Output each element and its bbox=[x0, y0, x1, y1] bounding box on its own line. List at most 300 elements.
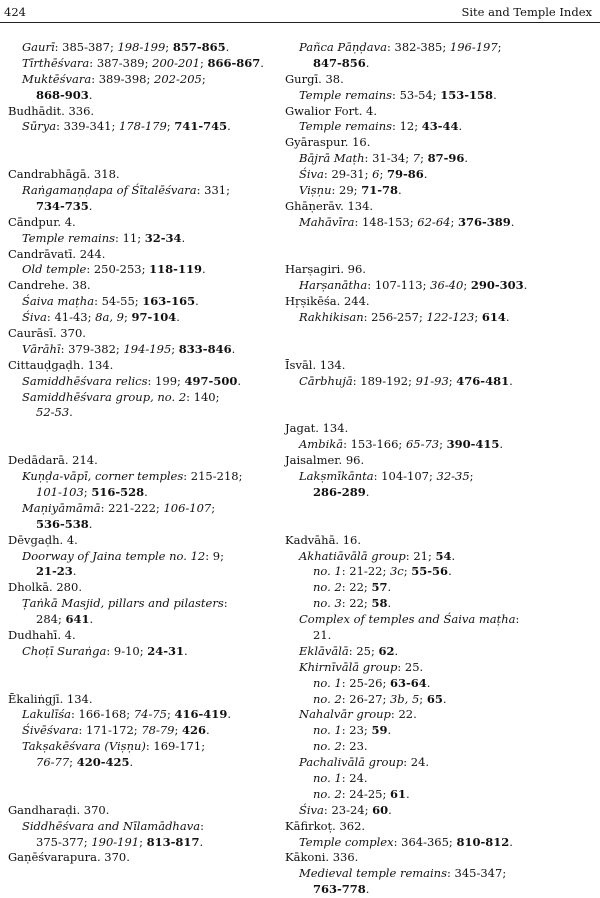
italic-text: Sūrya bbox=[22, 119, 57, 134]
italic-text: 106-107 bbox=[163, 500, 212, 515]
index-text: Dudhahī. 4. bbox=[8, 627, 76, 642]
index-subentry bbox=[8, 40, 278, 56]
index-text: . bbox=[181, 230, 186, 245]
index-text: : 22; bbox=[341, 596, 372, 611]
index-column-left bbox=[8, 40, 278, 866]
index-text: ; bbox=[419, 691, 427, 706]
index-subentry bbox=[285, 612, 595, 628]
index-subentry bbox=[285, 628, 595, 644]
plate-reference: 614 bbox=[481, 310, 506, 325]
italic-text: 6 bbox=[372, 167, 380, 182]
blank-line bbox=[8, 676, 278, 692]
italic-text: Complex of temples and Śaiva maṭha bbox=[299, 612, 516, 627]
italic-text: Choṭī Suraṅga bbox=[22, 643, 107, 658]
index-subentry bbox=[8, 199, 278, 215]
plate-reference: 65 bbox=[426, 691, 443, 706]
index-text: . bbox=[144, 484, 148, 499]
italic-text: Samiddhēśvara relics bbox=[22, 373, 148, 388]
plate-reference: 868-903 bbox=[36, 87, 89, 102]
index-subentry bbox=[8, 469, 278, 485]
index-subentry bbox=[285, 676, 595, 692]
plate-reference: 810-812 bbox=[456, 834, 510, 849]
index-text: . bbox=[72, 564, 77, 579]
index-text: . bbox=[89, 612, 94, 627]
index-text: Gandharaḍi. 370. bbox=[8, 802, 110, 817]
plate-reference: 24-31 bbox=[147, 643, 185, 658]
index-subentry bbox=[8, 707, 278, 723]
index-text: : 199; bbox=[147, 373, 185, 388]
index-text: : 345-347; bbox=[447, 866, 507, 881]
italic-text: Rakhikisan bbox=[299, 310, 364, 325]
index-subentry bbox=[8, 342, 278, 358]
index-text: . bbox=[365, 484, 370, 499]
blank-line bbox=[8, 421, 278, 437]
italic-text: Old temple bbox=[22, 262, 87, 277]
index-subentry bbox=[8, 119, 278, 135]
italic-text: Khirnīvālā group bbox=[299, 659, 398, 674]
index-text: Dedādarā. 214. bbox=[8, 453, 98, 468]
index-text: ; bbox=[469, 469, 474, 484]
plate-reference: 21-23 bbox=[36, 564, 73, 579]
plate-reference: 87-96 bbox=[427, 151, 465, 166]
index-heading bbox=[285, 533, 595, 549]
page-header bbox=[4, 5, 592, 21]
index-text: . bbox=[195, 294, 199, 309]
plate-reference: 390-415 bbox=[446, 437, 500, 452]
index-text: . bbox=[499, 437, 504, 452]
index-text: : bbox=[223, 596, 228, 611]
index-subentry bbox=[285, 310, 595, 326]
index-text: Ghāṇerāv. 134. bbox=[285, 198, 374, 213]
index-subentry bbox=[8, 755, 278, 771]
index-text: Kāfirkoṭ. 362. bbox=[285, 818, 366, 833]
italic-text: Pañca Pāṇḍava bbox=[299, 40, 388, 54]
index-text: : 9-10; bbox=[106, 643, 148, 658]
index-text: ; bbox=[463, 278, 471, 293]
italic-text: Lakṣmīkānta bbox=[299, 469, 374, 484]
index-text: . bbox=[406, 786, 410, 801]
index-heading bbox=[8, 850, 278, 866]
index-text: ; bbox=[83, 484, 92, 499]
plate-reference: 32-34 bbox=[144, 230, 182, 245]
index-text: . bbox=[129, 755, 134, 770]
index-subentry bbox=[8, 501, 278, 517]
index-heading bbox=[8, 628, 278, 644]
index-subentry bbox=[285, 88, 595, 104]
italic-text: 202-205 bbox=[154, 71, 202, 86]
italic-text: 36-40 bbox=[430, 278, 464, 293]
index-heading bbox=[285, 850, 595, 866]
index-subentry bbox=[285, 549, 595, 565]
index-heading bbox=[285, 199, 595, 215]
index-text: : 9; bbox=[205, 548, 224, 563]
italic-text: Śiva bbox=[299, 802, 324, 817]
index-text: . bbox=[505, 310, 510, 325]
blank-line bbox=[8, 660, 278, 676]
plate-reference: 163-165 bbox=[142, 294, 196, 309]
italic-text: Eklāvālā bbox=[299, 643, 349, 658]
index-subentry bbox=[285, 119, 595, 135]
index-subentry bbox=[285, 469, 595, 485]
italic-text: no. 2 bbox=[313, 786, 342, 801]
italic-text: Maṇiyāmāmā bbox=[22, 500, 101, 515]
index-text: 21. bbox=[313, 627, 332, 642]
index-text: Jaisalmer. 96. bbox=[285, 453, 365, 468]
index-text: : 22; bbox=[341, 580, 372, 595]
italic-text: Temple remains bbox=[299, 87, 393, 102]
index-text: Budhādit. 336. bbox=[8, 103, 95, 118]
index-text: : 25. bbox=[397, 659, 424, 674]
italic-text: 190-191 bbox=[91, 834, 140, 849]
index-text: . bbox=[387, 596, 392, 611]
index-heading bbox=[8, 580, 278, 596]
index-text: . bbox=[227, 707, 231, 722]
index-subentry bbox=[285, 866, 595, 882]
index-text: . bbox=[493, 87, 497, 102]
index-heading bbox=[285, 453, 595, 469]
index-text: . bbox=[225, 40, 230, 54]
index-text: : 41-43; bbox=[46, 310, 96, 325]
index-text: . bbox=[442, 691, 447, 706]
index-text: Jagat. 134. bbox=[285, 421, 349, 436]
blank-line bbox=[285, 342, 595, 358]
index-text: ; bbox=[166, 119, 175, 134]
blank-line bbox=[285, 326, 595, 342]
index-text: : 23; bbox=[341, 723, 372, 738]
plate-reference: 43-44 bbox=[421, 119, 459, 134]
index-subentry bbox=[285, 437, 595, 453]
index-text: : 364-365; bbox=[393, 834, 457, 849]
italic-text: Temple remains bbox=[22, 230, 116, 245]
index-subentry bbox=[285, 580, 595, 596]
italic-text: Tīrthēśvara bbox=[22, 55, 90, 70]
plate-reference: 536-538 bbox=[36, 516, 89, 531]
index-subentry bbox=[8, 405, 278, 421]
index-text: Candrehe. 38. bbox=[8, 278, 91, 293]
index-subentry bbox=[8, 517, 278, 533]
italic-text: Gaurī bbox=[22, 40, 55, 54]
italic-text: Mahāvīra bbox=[299, 214, 355, 229]
index-subentry bbox=[8, 390, 278, 406]
index-text: . bbox=[510, 214, 515, 229]
blank-line bbox=[285, 405, 595, 421]
italic-text: Ambikā bbox=[299, 437, 344, 452]
index-subentry bbox=[8, 88, 278, 104]
plate-reference: 497-500 bbox=[184, 373, 238, 388]
italic-text: 62-64 bbox=[417, 214, 451, 229]
index-text: : 331; bbox=[196, 183, 230, 198]
italic-text: Harṣanātha bbox=[299, 278, 368, 293]
italic-text: 198-199 bbox=[117, 40, 166, 54]
italic-text: 178-179 bbox=[119, 119, 167, 134]
italic-text: 32-35 bbox=[436, 469, 470, 484]
index-text: . bbox=[451, 548, 456, 563]
index-text: Cittauḍgaḍh. 134. bbox=[8, 357, 114, 372]
italic-text: 101-103 bbox=[36, 484, 84, 499]
italic-text: 200-201 bbox=[152, 55, 200, 70]
index-text: ; bbox=[379, 167, 387, 182]
italic-text: 196-197 bbox=[449, 40, 498, 54]
italic-text: 76-77 bbox=[36, 755, 70, 770]
index-heading bbox=[285, 294, 595, 310]
plate-reference: 55-56 bbox=[411, 564, 449, 579]
index-text: . bbox=[458, 119, 463, 134]
italic-text: 194-195 bbox=[123, 341, 172, 356]
plate-reference: 476-481 bbox=[456, 373, 510, 388]
index-column-right bbox=[285, 40, 595, 898]
index-heading bbox=[285, 104, 595, 120]
index-subentry bbox=[285, 151, 595, 167]
index-text: ; bbox=[403, 564, 412, 579]
index-text: : 29-31; bbox=[323, 167, 373, 182]
blank-line bbox=[285, 501, 595, 517]
plate-reference: 866-867 bbox=[207, 55, 261, 70]
index-subentry bbox=[8, 612, 278, 628]
index-text: ; bbox=[69, 755, 77, 770]
plate-reference: 58 bbox=[371, 596, 388, 611]
italic-text: no. 2 bbox=[313, 691, 342, 706]
index-text: : 385-387; bbox=[54, 40, 118, 54]
index-text: : 25-26; bbox=[341, 675, 390, 690]
index-subentry bbox=[285, 278, 595, 294]
index-text: . bbox=[394, 643, 399, 658]
plate-reference: 847-856 bbox=[313, 55, 366, 70]
italic-text: 8a, 9 bbox=[95, 310, 124, 325]
index-subentry bbox=[285, 835, 595, 851]
plate-reference: 54 bbox=[435, 548, 452, 563]
plate-reference: 833-846 bbox=[178, 341, 232, 356]
plate-reference: 60 bbox=[372, 802, 389, 817]
italic-text: 3b, 5 bbox=[389, 691, 420, 706]
plate-reference: 63-64 bbox=[389, 675, 427, 690]
index-heading bbox=[8, 358, 278, 374]
italic-text: Śivēśvara bbox=[22, 723, 79, 738]
index-heading bbox=[285, 72, 595, 88]
index-text: . bbox=[176, 310, 180, 325]
index-text: ; bbox=[450, 214, 458, 229]
index-text: : 24. bbox=[403, 755, 430, 770]
index-subentry bbox=[285, 660, 595, 676]
index-text: : 140; bbox=[186, 389, 220, 404]
index-text: : 339-341; bbox=[56, 119, 119, 134]
plate-reference: 118-119 bbox=[149, 262, 202, 277]
index-text: : 26-27; bbox=[341, 691, 390, 706]
italic-text: Samiddhēśvara group, no. 2 bbox=[22, 389, 187, 404]
index-subentry bbox=[285, 215, 595, 231]
italic-text: Śaiva maṭha bbox=[22, 294, 95, 309]
index-text: . bbox=[184, 643, 188, 658]
index-text: : 11; bbox=[115, 230, 145, 245]
index-subentry bbox=[285, 692, 595, 708]
index-text: 284; bbox=[36, 612, 66, 627]
index-text: Gyāraspur. 16. bbox=[285, 135, 371, 150]
index-text: : 250-253; bbox=[86, 262, 150, 277]
plate-reference: 763-778 bbox=[313, 882, 366, 897]
index-subentry bbox=[8, 485, 278, 501]
index-subentry bbox=[285, 564, 595, 580]
index-text: . bbox=[201, 262, 206, 277]
index-text: : 171-172; bbox=[78, 723, 142, 738]
italic-text: Śiva bbox=[299, 167, 324, 182]
index-text: . bbox=[464, 151, 469, 166]
index-text: : 54-55; bbox=[94, 294, 143, 309]
index-text: . bbox=[69, 405, 73, 420]
index-text: . bbox=[509, 373, 513, 388]
index-heading bbox=[8, 453, 278, 469]
index-text: ; bbox=[139, 834, 147, 849]
blank-line bbox=[285, 390, 595, 406]
index-text: : bbox=[515, 612, 520, 627]
italic-text: Siddhēśvara and Nīlamādhava bbox=[22, 818, 201, 833]
plate-reference: 641 bbox=[65, 612, 90, 627]
index-text: . bbox=[206, 723, 210, 738]
italic-text: Cārbhujā bbox=[299, 373, 353, 388]
index-subentry bbox=[8, 644, 278, 660]
index-subentry bbox=[285, 787, 595, 803]
plate-reference: 97-104 bbox=[131, 310, 177, 325]
index-text: Gurgī. 38. bbox=[285, 71, 344, 86]
italic-text: no. 2 bbox=[313, 739, 342, 754]
index-text: ; bbox=[474, 310, 482, 325]
page-number: 424 bbox=[4, 5, 26, 19]
index-text: : 148-153; bbox=[354, 214, 418, 229]
italic-text: Pachalivālā group bbox=[299, 755, 404, 770]
italic-text: Viṣṇu bbox=[299, 183, 332, 198]
index-text: . bbox=[387, 580, 392, 595]
index-text: : 221-222; bbox=[100, 500, 164, 515]
index-text: ; bbox=[165, 40, 173, 54]
index-heading bbox=[285, 421, 595, 437]
index-subentry bbox=[8, 374, 278, 390]
index-text: . bbox=[388, 802, 392, 817]
index-heading bbox=[8, 247, 278, 263]
italic-text: Ṭaṅkā Masjid, pillars and pilasters bbox=[22, 596, 224, 611]
italic-text: Medieval temple remains bbox=[299, 866, 447, 881]
italic-text: Raṅgamaṇḍapa of Śītalēśvara bbox=[22, 183, 197, 198]
index-text: : 29; bbox=[331, 183, 362, 198]
index-text: : 12; bbox=[392, 119, 422, 134]
italic-text: Temple remains bbox=[299, 119, 393, 134]
index-text: ; bbox=[211, 500, 216, 515]
index-text: ; bbox=[167, 707, 175, 722]
index-subentry bbox=[8, 723, 278, 739]
index-text: : 169-171; bbox=[145, 739, 206, 754]
italic-text: no. 1 bbox=[313, 770, 342, 785]
index-subentry bbox=[285, 596, 595, 612]
blank-line bbox=[8, 437, 278, 453]
index-subentry bbox=[285, 374, 595, 390]
index-subentry bbox=[285, 771, 595, 787]
index-text: . bbox=[199, 834, 204, 849]
index-heading bbox=[8, 803, 278, 819]
index-text: Caurāsī. 370. bbox=[8, 326, 86, 341]
italic-text: no. 2 bbox=[313, 580, 342, 595]
italic-text: Temple complex bbox=[299, 834, 394, 849]
index-text: : 104-107; bbox=[373, 469, 437, 484]
index-subentry bbox=[8, 549, 278, 565]
italic-text: 52-53 bbox=[36, 405, 70, 420]
index-subentry bbox=[8, 310, 278, 326]
index-text: . bbox=[237, 373, 241, 388]
italic-text: 74-75 bbox=[133, 707, 167, 722]
plate-reference: 286-289 bbox=[313, 484, 366, 499]
index-text: : 53-54; bbox=[392, 87, 441, 102]
plate-reference: 57 bbox=[371, 580, 388, 595]
index-text: . bbox=[365, 882, 370, 897]
index-text: : 382-385; bbox=[387, 40, 450, 54]
index-text: : 387-389; bbox=[89, 55, 153, 70]
index-text: ; bbox=[201, 71, 206, 86]
plate-reference: 62 bbox=[378, 643, 395, 658]
plate-reference: 61 bbox=[389, 786, 406, 801]
index-subentry bbox=[8, 231, 278, 247]
index-subentry bbox=[285, 485, 595, 501]
plate-reference: 153-158 bbox=[440, 87, 494, 102]
index-subentry bbox=[285, 882, 595, 898]
blank-line bbox=[285, 231, 595, 247]
index-heading bbox=[285, 819, 595, 835]
plate-reference: 416-419 bbox=[174, 707, 228, 722]
index-text: : 153-166; bbox=[343, 437, 406, 452]
italic-text: 65-73 bbox=[405, 437, 440, 452]
index-subentry bbox=[285, 183, 595, 199]
index-text: Candrāvatī. 244. bbox=[8, 246, 106, 261]
index-subentry bbox=[8, 262, 278, 278]
running-title: Site and Temple Index bbox=[461, 5, 592, 19]
index-heading bbox=[8, 104, 278, 120]
index-subentry bbox=[8, 819, 278, 835]
index-subentry bbox=[285, 644, 595, 660]
index-text: . bbox=[365, 55, 370, 70]
index-subentry bbox=[8, 564, 278, 580]
plate-reference: 516-528 bbox=[91, 484, 145, 499]
plate-reference: 290-303 bbox=[470, 278, 524, 293]
index-text: : 21-22; bbox=[341, 564, 390, 579]
index-text: Dholkā. 280. bbox=[8, 580, 82, 595]
index-subentry bbox=[285, 40, 595, 56]
plate-reference: 741-745 bbox=[174, 119, 228, 134]
index-subentry bbox=[285, 56, 595, 72]
blank-line bbox=[285, 247, 595, 263]
index-heading bbox=[8, 533, 278, 549]
italic-text: Vārāhī bbox=[22, 341, 61, 356]
italic-text: Takṣakēśvara (Viṣṇu) bbox=[22, 739, 146, 754]
index-text: : 379-382; bbox=[60, 341, 124, 356]
index-text: : 107-113; bbox=[367, 278, 431, 293]
italic-text: Akhatiāvālā group bbox=[299, 548, 406, 563]
index-text: . bbox=[523, 278, 528, 293]
italic-text: no. 1 bbox=[313, 564, 342, 579]
index-heading bbox=[285, 262, 595, 278]
plate-reference: 71-78 bbox=[361, 183, 398, 198]
index-text: : 189-192; bbox=[352, 373, 416, 388]
index-text: Kākoni. 336. bbox=[285, 850, 359, 865]
index-subentry bbox=[285, 739, 595, 755]
italic-text: Kuṇḍa-vāpī, corner temples bbox=[22, 469, 184, 484]
index-subentry bbox=[8, 183, 278, 199]
italic-text: 7 bbox=[412, 151, 421, 166]
index-text: Harṣagiri. 96. bbox=[285, 262, 366, 277]
index-text: . bbox=[88, 516, 93, 531]
plate-reference: 813-817 bbox=[146, 834, 200, 849]
index-text: : 389-398; bbox=[91, 71, 155, 86]
header-rule bbox=[0, 22, 600, 23]
index-text: ; bbox=[439, 437, 447, 452]
index-text: . bbox=[260, 55, 264, 70]
index-subentry bbox=[285, 707, 595, 723]
index-text: . bbox=[88, 87, 93, 102]
index-heading bbox=[8, 215, 278, 231]
